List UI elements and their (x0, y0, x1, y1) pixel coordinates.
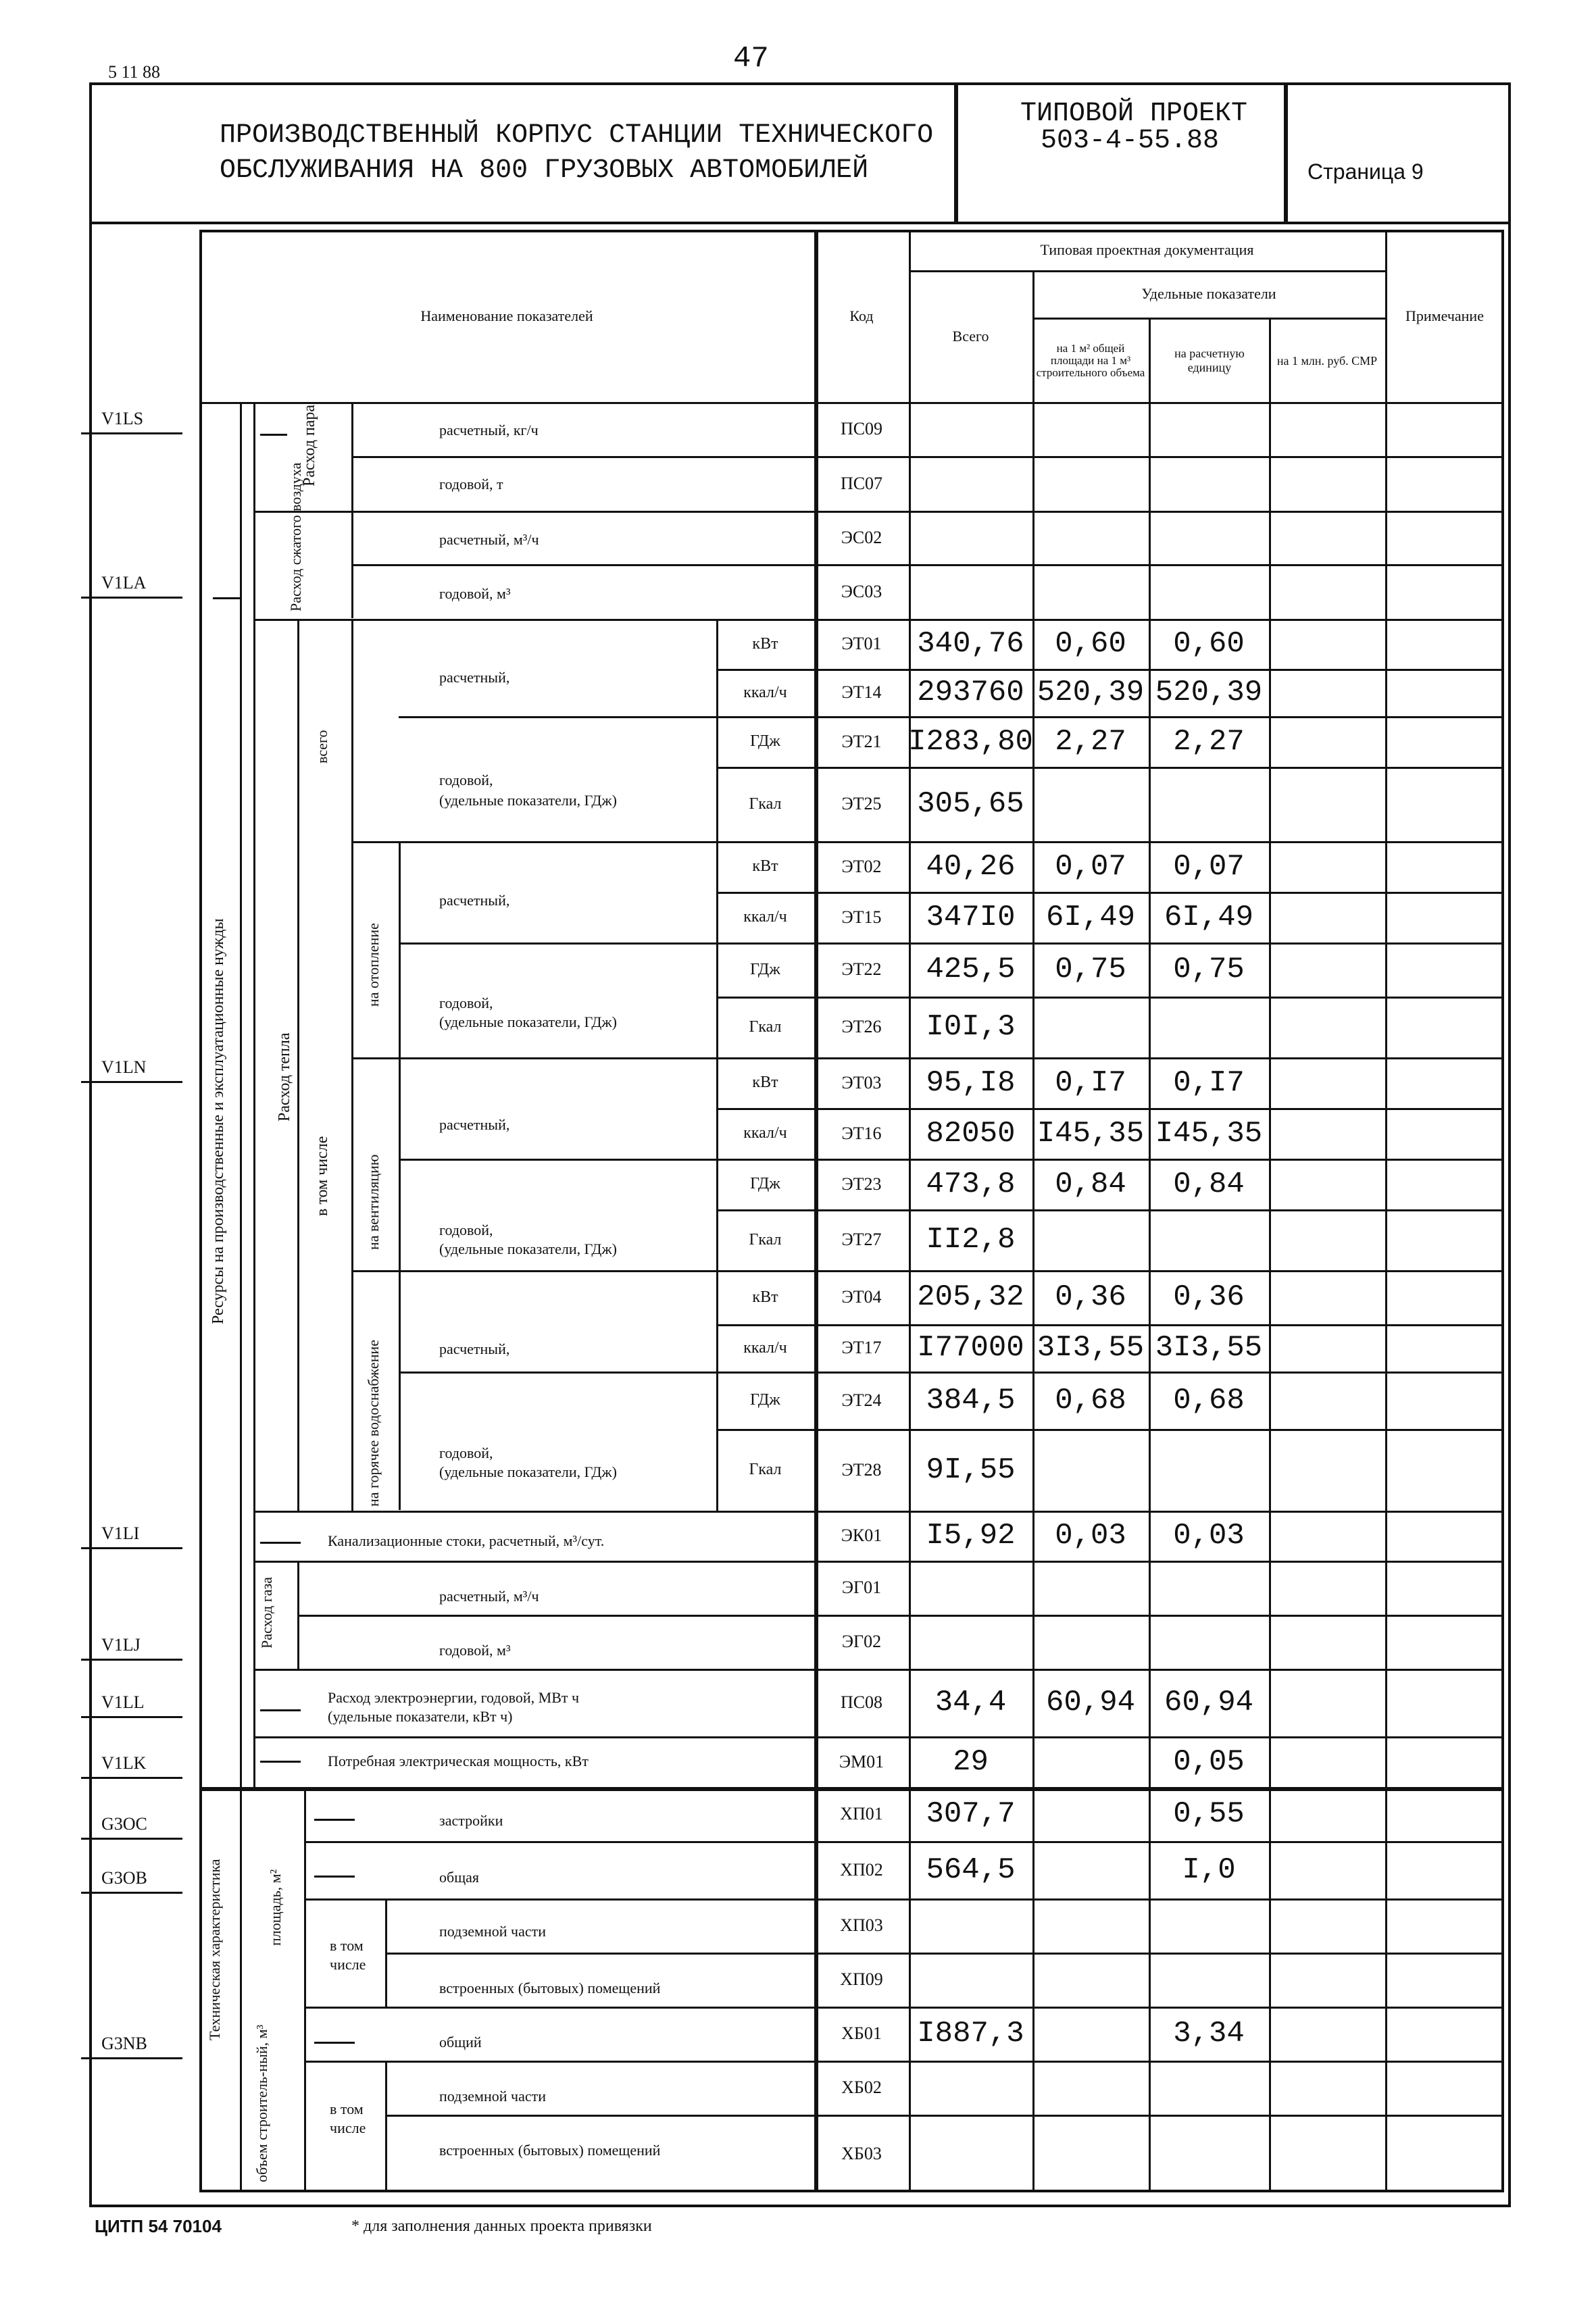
header-total: Всего (952, 327, 989, 345)
row-specific-area (1032, 456, 1149, 511)
row-total (909, 2115, 1032, 2192)
side-code: V1LL (101, 1692, 145, 1712)
row-specific-area (1032, 1841, 1149, 1898)
label-heating-annual: годовой, (439, 995, 493, 1011)
row-total: 34,4 (934, 1686, 1007, 1719)
label-steam-annual: годовой, т (439, 476, 503, 493)
row-specific-unit (1149, 456, 1269, 511)
row-specific-unit: 0,07 (1173, 849, 1245, 884)
header-specific: Удельные показатели (1141, 285, 1276, 302)
row-total: II2,8 (926, 1223, 1016, 1257)
row-total: 82050 (926, 1116, 1016, 1151)
header-per-mln: на 1 млн. руб. СМР (1276, 353, 1378, 368)
label-hotwater-annual: годовой, (439, 1444, 493, 1461)
row-specific-area: 0,07 (1055, 849, 1126, 884)
row-code: ЭТ28 (841, 1459, 882, 1480)
row-specific-unit (1149, 1898, 1269, 1953)
row-total (909, 1953, 1032, 2007)
row-specific-area: 0,60 (1055, 627, 1126, 661)
vlabel-gas: Расход газа (258, 1577, 275, 1649)
row-specific-unit: 60,94 (1164, 1686, 1254, 1719)
row-code: ПС09 (840, 419, 883, 438)
row-specific-area (1032, 1615, 1149, 1669)
row-total: 340,76 (917, 627, 1024, 661)
row-total (909, 1898, 1032, 1953)
footer-left: ЦИТП 54 70104 (95, 2216, 222, 2236)
row-specific-unit: 0,I7 (1173, 1065, 1245, 1100)
row-specific-area: I45,35 (1037, 1116, 1145, 1151)
header-per-unit: на расчетную единицу (1174, 347, 1245, 374)
header-per-area: на 1 м² общей площади на 1 м³ строительного объема (1036, 342, 1145, 379)
vlabel-incl: в том числе (314, 1136, 331, 1216)
row-specific-unit (1149, 2061, 1269, 2115)
row-code: ЭТ27 (841, 1230, 882, 1249)
side-code: V1LJ (101, 1635, 141, 1655)
row-total: 29 (953, 1744, 989, 1779)
vlabel-tech: Техническая характеристика (206, 1859, 223, 2040)
row-code: ЭМ01 (839, 1751, 884, 1771)
row-specific-unit: 0,75 (1173, 953, 1245, 986)
row-specific-unit (1149, 1209, 1269, 1270)
row-code: ЭТ14 (841, 682, 882, 702)
row-total: 95,I8 (926, 1065, 1016, 1100)
row-specific-area (1032, 767, 1149, 841)
label-air-calc: расчетный, м³/ч (439, 531, 539, 548)
label-sewage: Канализационные стоки, расчетный, м³/сут. (328, 1532, 605, 1549)
row-specific-unit (1149, 564, 1269, 619)
header-name: Наименование показателей (420, 307, 593, 324)
row-code: ЭТ21 (841, 731, 882, 751)
unit-label: ккал/ч (743, 908, 787, 926)
row-code: ЭК01 (841, 1526, 882, 1545)
side-code: G3OC (101, 1814, 147, 1834)
row-specific-area: 0,68 (1055, 1383, 1126, 1417)
row-total: I887,3 (917, 2017, 1024, 2051)
label-vol-builtin: встроенных (бытовых) помещений (439, 2142, 661, 2159)
row-code: ЭТ15 (841, 907, 882, 927)
unit-label: ГДж (750, 1175, 780, 1192)
label-air-annual: годовой, м³ (439, 585, 511, 602)
row-total (909, 1615, 1032, 1669)
row-code: ЭТ25 (841, 794, 882, 813)
row-code: ХП03 (840, 1915, 883, 1935)
row-specific-unit: 0,36 (1173, 1280, 1245, 1314)
label-heat-calc: расчетный, (439, 669, 510, 686)
row-code: ЭТ24 (841, 1390, 882, 1410)
label-vent-annual-2: (удельные показатели, ГДж) (439, 1240, 617, 1257)
header-code: Код (849, 307, 874, 324)
header-note: Примечание (1405, 307, 1484, 324)
row-code: ХП09 (840, 1969, 883, 1989)
row-total: I5,92 (926, 1519, 1016, 1553)
label-gas-annual: годовой, м³ (439, 1642, 511, 1659)
unit-label: ккал/ч (743, 683, 787, 701)
row-code: ХБ03 (841, 2143, 882, 2163)
row-total: I77000 (917, 1331, 1024, 1365)
row-total: 384,5 (926, 1383, 1016, 1417)
row-total (909, 511, 1032, 564)
label-hotwater-annual-2: (удельные показатели, ГДж) (439, 1463, 617, 1480)
unit-label: Гкал (749, 795, 782, 813)
row-specific-area (1032, 511, 1149, 564)
row-specific-area (1032, 402, 1149, 456)
vlabel-air: Расход сжатого воздуха (287, 462, 304, 611)
row-code: ЭС02 (841, 527, 882, 547)
footer-note: * для заполнения данных проекта привязки (351, 2217, 652, 2235)
row-total: 473,8 (926, 1167, 1016, 1201)
row-specific-area (1032, 1429, 1149, 1511)
row-code: ЭТ22 (841, 959, 882, 979)
row-total: 564,5 (926, 1853, 1016, 1887)
unit-label: ГДж (750, 1391, 780, 1409)
unit-label: ккал/ч (743, 1124, 787, 1142)
row-code: ПС08 (840, 1692, 883, 1712)
unit-label: ГДж (750, 960, 780, 978)
label-heating-calc: расчетный, (439, 892, 510, 909)
label-electro-2: (удельные показатели, кВт ч) (328, 1708, 513, 1725)
row-total: 425,5 (926, 953, 1016, 986)
page-label: Страница 9 (1307, 159, 1424, 184)
row-code: ЭТ03 (841, 1072, 882, 1092)
row-specific-area (1032, 564, 1149, 619)
row-specific-area (1032, 2007, 1149, 2061)
vlabel-area: площадь, м² (267, 1869, 284, 1946)
label-electro-1: Расход электроэнергии, годовой, МВт ч (328, 1689, 580, 1706)
row-code: ЭТ26 (841, 1017, 882, 1036)
row-code: ХБ02 (841, 2078, 882, 2097)
row-specific-unit: 0,05 (1173, 1744, 1245, 1779)
unit-label: кВт (752, 1288, 778, 1306)
page-number: 47 (733, 42, 769, 76)
label-vol-total: общий (439, 2034, 482, 2051)
row-code: ЭТ02 (841, 856, 882, 876)
row-specific-unit (1149, 1429, 1269, 1511)
label-vol-underground: подземной части (439, 2088, 547, 2105)
label-gas-calc: расчетный, м³/ч (439, 1588, 539, 1605)
label-power: Потребная электрическая мощность, кВт (328, 1753, 589, 1769)
vlabel-vent: на вентиляцию (365, 1154, 382, 1250)
unit-label: кВт (752, 634, 778, 653)
vlabel-hotwater: на горячее водоснабжение (365, 1339, 382, 1507)
label-area-builtin: встроенных (бытовых) помещений (439, 1980, 661, 1996)
label-vol-incl: в том числе (330, 2101, 366, 2136)
unit-label: кВт (752, 1074, 778, 1091)
row-code: ЭС03 (841, 581, 882, 601)
side-code: V1LI (101, 1524, 140, 1543)
side-code: V1LK (101, 1753, 147, 1773)
row-specific-area: 3I3,55 (1037, 1331, 1145, 1365)
row-code: ЭТ01 (841, 634, 882, 653)
row-code: ЭТ16 (841, 1123, 882, 1143)
side-code: G3NB (101, 2034, 147, 2053)
row-code: ХП01 (840, 1804, 883, 1823)
project-title: ТИПОВОЙ ПРОЕКТ (1020, 99, 1248, 129)
unit-label: ГДж (750, 732, 780, 750)
row-specific-area (1032, 2061, 1149, 2115)
label-heating-annual-2: (удельные показатели, ГДж) (439, 1013, 617, 1030)
row-code: ЭГ02 (841, 1632, 882, 1651)
row-specific-area: 0,84 (1055, 1167, 1126, 1201)
vlabel-resources: Ресурсы на производственные и эксплуатационные нужды (209, 918, 227, 1324)
title-block (89, 82, 1511, 224)
row-code: ЭТ04 (841, 1287, 882, 1307)
row-specific-unit: 0,60 (1173, 627, 1245, 661)
row-specific-area (1032, 1787, 1149, 1841)
row-specific-area (1032, 2115, 1149, 2192)
row-total: 205,32 (917, 1280, 1024, 1314)
row-specific-unit: 2,27 (1173, 724, 1245, 759)
label-area-underground: подземной части (439, 1923, 547, 1940)
row-specific-unit (1149, 1561, 1269, 1615)
unit-label: Гкал (749, 1017, 782, 1036)
row-total: 305,65 (917, 787, 1024, 821)
row-specific-area: 0,03 (1055, 1519, 1126, 1553)
row-total (909, 2061, 1032, 2115)
row-specific-unit (1149, 767, 1269, 841)
row-specific-area: 60,94 (1045, 1686, 1136, 1719)
title-line-1: ПРОИЗВОДСТВЕННЫЙ КОРПУС СТАНЦИИ ТЕХНИЧЕСКОГО (220, 120, 934, 151)
vlabel-volume: объем строитель-ный, м³ (253, 2024, 270, 2182)
row-specific-unit: I45,35 (1155, 1116, 1263, 1151)
row-specific-unit: 0,55 (1173, 1797, 1245, 1831)
row-specific-unit: 3,34 (1173, 2017, 1245, 2051)
label-vent-calc: расчетный, (439, 1116, 510, 1133)
label-area-built: застройки (439, 1812, 503, 1829)
label-heat-annual-2: (удельные показатели, ГДж) (439, 792, 617, 809)
document-code: 5 11 88 (108, 62, 161, 82)
row-total (909, 1561, 1032, 1615)
row-specific-unit (1149, 2115, 1269, 2192)
vlabel-heating: на отопление (365, 923, 382, 1007)
row-total: 293760 (917, 676, 1024, 709)
row-code: ЭГ01 (841, 1578, 882, 1597)
row-specific-area (1032, 1953, 1149, 2007)
title-line-2: ОБСЛУЖИВАНИЯ НА 800 ГРУЗОВЫХ АВТОМОБИЛЕЙ (220, 155, 869, 186)
row-total (909, 564, 1032, 619)
row-specific-area: 520,39 (1037, 676, 1145, 709)
unit-label: Гкал (749, 1461, 782, 1478)
row-specific-area (1032, 1561, 1149, 1615)
row-specific-unit (1149, 1953, 1269, 2007)
row-specific-area: 0,75 (1055, 953, 1126, 986)
vlabel-steam: Расход пара (301, 404, 318, 486)
row-total: 9I,55 (926, 1453, 1016, 1487)
row-specific-unit (1149, 511, 1269, 564)
row-code: ХБ01 (841, 2023, 882, 2043)
row-specific-area (1032, 997, 1149, 1057)
row-specific-area: 0,I7 (1055, 1065, 1126, 1100)
vlabel-heat: Расход тепла (276, 1032, 293, 1122)
label-hotwater-calc: расчетный, (439, 1340, 510, 1357)
row-total: I0I,3 (926, 1010, 1016, 1044)
row-code: ХП02 (840, 1859, 883, 1880)
row-specific-unit: I,0 (1182, 1853, 1236, 1887)
row-total (909, 456, 1032, 511)
row-specific-unit: 0,84 (1173, 1167, 1245, 1201)
row-specific-unit: 0,03 (1173, 1519, 1245, 1553)
row-specific-area (1032, 1209, 1149, 1270)
side-code: G3OB (101, 1868, 147, 1888)
label-area-incl: в том числе (330, 1937, 366, 1973)
row-specific-unit: 6I,49 (1164, 900, 1254, 934)
project-number: 503-4-55.88 (1041, 126, 1220, 156)
side-code: V1LN (101, 1057, 147, 1077)
label-steam-calc: расчетный, кг/ч (439, 422, 539, 438)
row-total: 307,7 (926, 1797, 1016, 1831)
vlabel-total: всего (314, 730, 330, 763)
row-code: ЭТ17 (841, 1338, 882, 1357)
unit-label: ккал/ч (743, 1338, 787, 1357)
row-total: 347I0 (926, 900, 1016, 934)
row-specific-area: 0,36 (1055, 1280, 1126, 1314)
row-specific-area: 2,27 (1055, 724, 1126, 759)
unit-label: Гкал (749, 1230, 782, 1249)
label-area-general: общая (439, 1869, 480, 1886)
label-vent-annual: годовой, (439, 1222, 493, 1238)
row-specific-unit (1149, 997, 1269, 1057)
row-specific-area: 6I,49 (1045, 900, 1136, 934)
header-doc: Типовая проектная документация (1040, 241, 1254, 258)
row-specific-unit (1149, 402, 1269, 456)
row-specific-unit: 0,68 (1173, 1383, 1245, 1417)
row-total: 40,26 (926, 849, 1016, 884)
row-specific-unit (1149, 1615, 1269, 1669)
row-total (909, 402, 1032, 456)
row-specific-area (1032, 1898, 1149, 1953)
label-heat-annual: годовой, (439, 772, 493, 788)
row-code: ПС07 (840, 473, 883, 493)
row-code: ЭТ23 (841, 1174, 882, 1194)
row-specific-unit: 520,39 (1155, 676, 1263, 709)
row-specific-unit: 3I3,55 (1155, 1331, 1263, 1365)
side-code: V1LA (101, 573, 147, 593)
unit-label: кВт (752, 857, 778, 875)
row-specific-area (1032, 1736, 1149, 1787)
side-code: V1LS (101, 409, 144, 428)
row-total: I283,80 (908, 724, 1033, 759)
